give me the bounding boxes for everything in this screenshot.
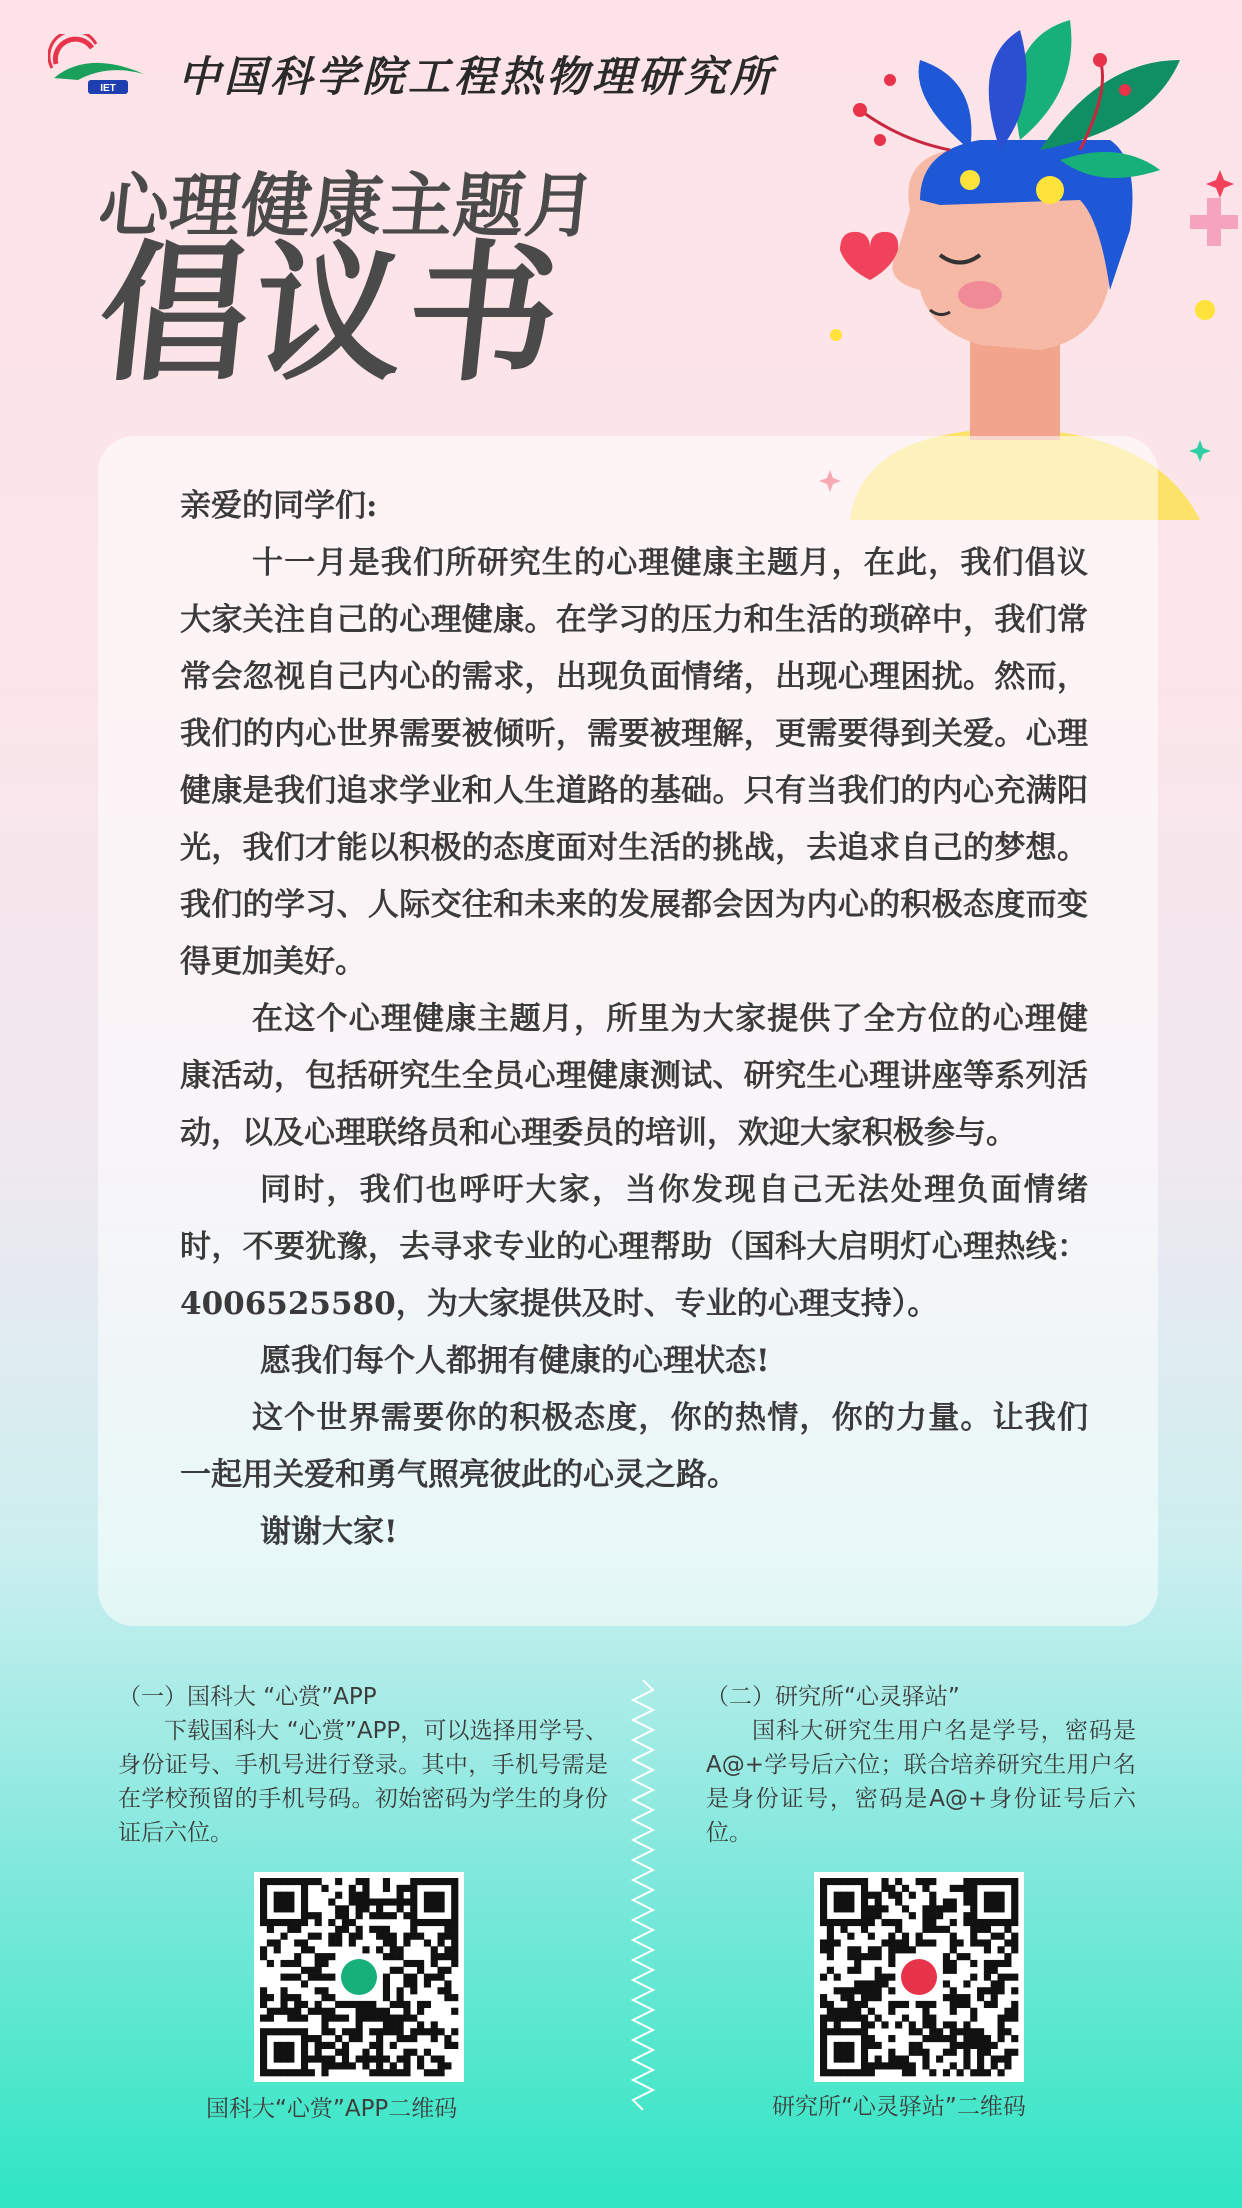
letter-paragraph: 同时，我们也呼吁大家，当你发现自己无法处理负面情绪时，不要犹豫，去寻求专业的心理帮助（国科大启明灯心理热线：4006525580，为大家提供及时、专业的心理支持）。	[180, 1172, 1088, 1322]
xinshang-qr-code[interactable]	[254, 1872, 464, 2082]
letter-paragraph: 这个世界需要你的积极态度，你的热情，你的力量。让我们一起用关爱和勇气照亮彼此的心灵之路。	[180, 1400, 1088, 1493]
xinling-qr-code[interactable]	[814, 1872, 1024, 2082]
section-body: 国科大研究生用户名是学号，密码是 A@+学号后六位；联合培养研究生用户名是身份证号，密码是A@+身份证号后六位。	[706, 1718, 1136, 1846]
xinling-station-section	[706, 1680, 1136, 1850]
svg-text:IET: IET	[100, 83, 116, 94]
letter-paragraph: 谢谢大家!	[260, 1514, 398, 1550]
letter-body	[180, 478, 1088, 1561]
section-body: 下载国科大 “心赏”APP，可以选择用学号、身份证号、手机号进行登录。其中，手机号需是在学校预留的手机号码。初始密码为学生的身份证后六位。	[118, 1718, 608, 1846]
section-title: （一）国科大 “心赏”APP	[118, 1684, 377, 1710]
page-subtitle: 倡议书	[90, 228, 572, 402]
letter-paragraph: 十一月是我们所研究生的心理健康主题月，在此，我们倡议大家关注自己的心理健康。在学习的压力和生活的琐碎中，我们常常会忽视自己内心的需求，出现负面情绪，出现心理困扰。然而，我们的内心世界需要被倾听，需要被理解，更需要得到关爱。心理健康是我们追求学业和人生道路的基础。只有当我们的内心充满阳光，我们才能以积极的态度面对生活的挑战，去追求自己的梦想。我们的学习、人际交往和未来的发展都会因为内心的积极态度而变得更加美好。	[180, 545, 1088, 980]
section-title: （二）研究所“心灵驿站”	[706, 1684, 960, 1710]
page-title: 心理健康主题月	[95, 165, 601, 247]
xinshang-app-section	[118, 1680, 608, 1850]
letter-paragraph: 愿我们每个人都拥有健康的心理状态!	[260, 1343, 770, 1379]
letter-salutation: 亲爱的同学们:	[180, 488, 378, 524]
institute-logo	[48, 34, 148, 96]
institute-name: 中国科学院工程热物理研究所	[178, 52, 777, 101]
letter-paragraph: 在这个心理健康主题月，所里为大家提供了全方位的心理健康活动，包括研究生全员心理健康测试、研究生心理讲座等系列活动，以及心理联络员和心理委员的培训，欢迎大家积极参与。	[180, 1001, 1088, 1151]
qr-caption: 研究所“心灵驿站”二维码	[772, 2094, 1026, 2120]
zigzag-divider	[628, 1680, 658, 2110]
qr-caption: 国科大“心赏”APP二维码	[206, 2096, 458, 2122]
